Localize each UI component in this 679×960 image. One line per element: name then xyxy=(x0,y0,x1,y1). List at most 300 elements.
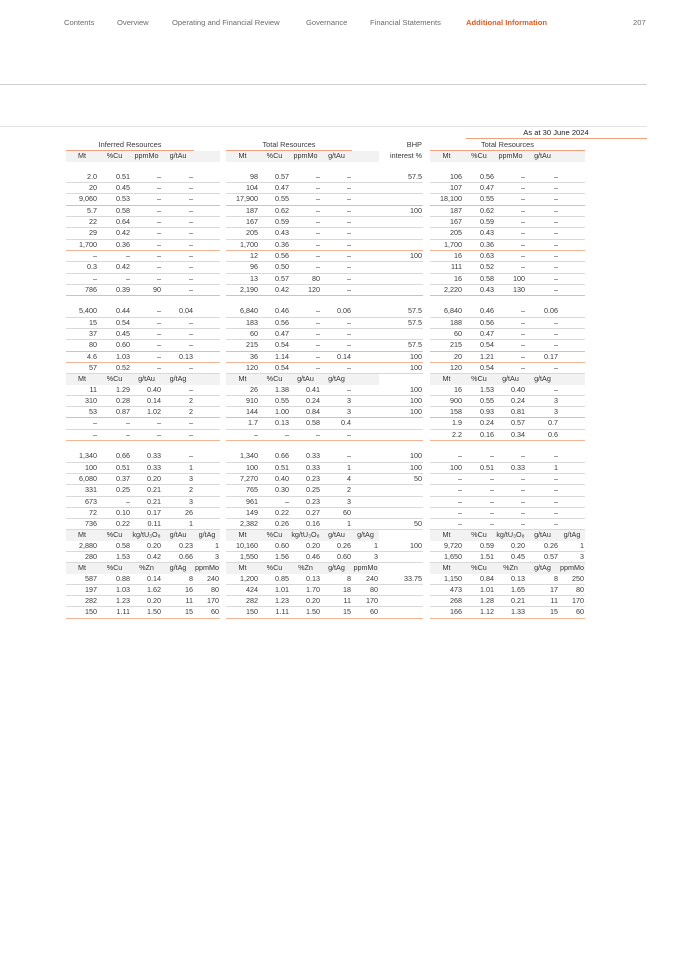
table-cell xyxy=(194,340,220,351)
table-cell: – xyxy=(321,228,352,239)
table-cell: – xyxy=(430,485,463,496)
table-cell: 910 xyxy=(226,395,259,406)
table-cell: 90 xyxy=(131,284,162,295)
table-cell: – xyxy=(66,273,98,284)
table-cell: 26 xyxy=(162,507,194,518)
table-cell xyxy=(352,239,379,250)
table-cell: 158 xyxy=(430,407,463,418)
table-cell: – xyxy=(162,451,194,462)
table-cell: 7,270 xyxy=(226,473,259,484)
table-cell: 0.23 xyxy=(290,473,321,484)
table-cell: – xyxy=(495,451,526,462)
table-cell: – xyxy=(526,507,559,518)
table-cell: 1.9 xyxy=(430,418,463,429)
table-cell: 10,160 xyxy=(226,541,259,552)
table-cell xyxy=(379,596,423,607)
unit-header-row xyxy=(0,530,585,541)
nav-additional-information[interactable]: Additional Information xyxy=(466,18,547,27)
table-cell: 205 xyxy=(430,228,463,239)
table-cell xyxy=(559,385,585,396)
table-cell: 1.23 xyxy=(98,596,131,607)
table-cell: 240 xyxy=(352,574,379,585)
table-cell: 0.43 xyxy=(463,284,495,295)
table-cell xyxy=(352,340,379,351)
table-cell xyxy=(559,183,585,194)
unit-header-cell: ppmMo xyxy=(495,151,526,162)
table-cell: 8 xyxy=(321,574,352,585)
table-cell: 961 xyxy=(226,496,259,507)
table-cell: 1 xyxy=(321,519,352,530)
table-cell: 1 xyxy=(194,541,220,552)
table-cell: 37 xyxy=(66,329,98,340)
table-cell: 0.50 xyxy=(259,262,290,273)
table-cell: 1.12 xyxy=(463,607,495,618)
unit-header-cell: Mt xyxy=(430,563,463,574)
table-cell: 57.5 xyxy=(379,172,423,183)
table-cell: – xyxy=(430,519,463,530)
table-row xyxy=(0,607,585,618)
table-cell: – xyxy=(290,205,321,216)
table-cell: 0.06 xyxy=(321,306,352,317)
table-cell xyxy=(352,507,379,518)
table-cell xyxy=(559,340,585,351)
table-cell xyxy=(379,584,423,595)
bhp-interest-subheader: interest % xyxy=(379,151,423,162)
table-cell: 280 xyxy=(66,551,98,562)
table-cell: 80 xyxy=(66,340,98,351)
nav-contents[interactable]: Contents xyxy=(64,18,95,27)
table-row xyxy=(0,239,585,250)
table-cell: 3 xyxy=(194,551,220,562)
table-cell: 0.28 xyxy=(98,395,131,406)
table-row xyxy=(0,205,585,216)
table-cell: 197 xyxy=(66,584,98,595)
table-cell: 0.55 xyxy=(463,395,495,406)
table-cell: 0.88 xyxy=(98,574,131,585)
table-cell xyxy=(352,317,379,328)
table-cell: 36 xyxy=(226,351,259,362)
table-cell: 11 xyxy=(162,596,194,607)
table-cell: 150 xyxy=(66,607,98,618)
table-cell: 736 xyxy=(66,519,98,530)
table-cell: 106 xyxy=(430,172,463,183)
row-label xyxy=(0,194,66,205)
table-cell: 170 xyxy=(194,596,220,607)
row-label xyxy=(0,496,66,507)
table-row xyxy=(0,519,585,530)
table-cell: – xyxy=(495,205,526,216)
table-cell: 3 xyxy=(526,407,559,418)
table-cell: 0.56 xyxy=(463,172,495,183)
table-cell: 0.16 xyxy=(463,429,495,440)
table-cell: 1.03 xyxy=(98,584,131,595)
table-cell: – xyxy=(495,183,526,194)
table-cell xyxy=(352,362,379,373)
table-cell xyxy=(194,451,220,462)
unit-header-cell: Mt xyxy=(226,563,259,574)
table-cell: – xyxy=(526,262,559,273)
table-cell xyxy=(352,250,379,261)
table-cell: 15 xyxy=(321,607,352,618)
table-cell: 0.51 xyxy=(259,462,290,473)
table-cell: – xyxy=(98,250,131,261)
table-cell: 0.24 xyxy=(463,418,495,429)
table-cell: – xyxy=(98,418,131,429)
table-cell: – xyxy=(526,385,559,396)
unit-header-cell xyxy=(559,374,585,385)
table-cell: – xyxy=(321,194,352,205)
unit-header-cell: ppmMo xyxy=(559,563,584,573)
row-label xyxy=(0,205,66,216)
table-cell: – xyxy=(131,205,162,216)
unit-header-cell: %Cu xyxy=(98,151,131,162)
unit-header-cell: %Cu xyxy=(463,530,495,541)
table-cell: – xyxy=(131,172,162,183)
row-label xyxy=(0,574,66,585)
table-cell: 72 xyxy=(66,507,98,518)
table-cell: 0.3 xyxy=(66,262,98,273)
table-row xyxy=(0,407,585,418)
table-cell: – xyxy=(526,194,559,205)
unit-header-cell: %Cu xyxy=(259,151,290,162)
table-cell: – xyxy=(495,351,526,362)
row-label xyxy=(0,551,66,562)
table-cell: 0.57 xyxy=(526,551,559,562)
table-cell: 0.46 xyxy=(290,551,321,562)
row-label xyxy=(0,541,66,552)
table-cell: 0.43 xyxy=(463,228,495,239)
table-cell: 2,220 xyxy=(430,284,463,295)
table-cell xyxy=(379,262,423,273)
table-cell: 2,382 xyxy=(226,519,259,530)
table-cell: 2.2 xyxy=(430,429,463,440)
table-cell xyxy=(559,351,585,362)
table-cell: – xyxy=(162,172,194,183)
table-cell: 100 xyxy=(379,395,423,406)
table-cell: 1.53 xyxy=(463,385,495,396)
table-cell: 0.56 xyxy=(259,250,290,261)
table-cell xyxy=(352,462,379,473)
top-navigation xyxy=(0,18,679,32)
table-cell: – xyxy=(495,217,526,228)
table-cell: 473 xyxy=(430,584,463,595)
table-cell: – xyxy=(321,183,352,194)
table-row xyxy=(0,485,585,496)
table-cell: – xyxy=(463,496,495,507)
table-cell xyxy=(194,183,220,194)
table-cell: 0.56 xyxy=(259,317,290,328)
table-cell: – xyxy=(162,183,194,194)
table-cell: – xyxy=(162,262,194,273)
unit-header-cell: ppmMo xyxy=(353,563,378,573)
table-cell xyxy=(379,429,423,440)
table-cell xyxy=(559,172,585,183)
table-cell: – xyxy=(526,496,559,507)
table-cell: 1.02 xyxy=(131,407,162,418)
table-cell: 57.5 xyxy=(379,340,423,351)
table-cell: 282 xyxy=(66,596,98,607)
table-cell xyxy=(194,172,220,183)
table-cell: 20 xyxy=(430,351,463,362)
table-cell: 18 xyxy=(321,584,352,595)
row-label xyxy=(0,306,66,317)
table-cell: 205 xyxy=(226,228,259,239)
table-cell: 0.45 xyxy=(495,551,526,562)
table-cell: – xyxy=(321,250,352,261)
table-cell: 765 xyxy=(226,485,259,496)
row-label xyxy=(0,374,66,385)
table-cell: 0.84 xyxy=(290,407,321,418)
table-cell: 9,720 xyxy=(430,541,463,552)
table-cell: – xyxy=(131,362,162,373)
unit-header-cell: g/tAu xyxy=(321,151,352,162)
table-row xyxy=(0,395,585,406)
table-cell: 0.20 xyxy=(290,596,321,607)
table-cell xyxy=(559,217,585,228)
table-cell: 11 xyxy=(321,596,352,607)
table-cell: 11 xyxy=(66,385,98,396)
table-cell: – xyxy=(290,228,321,239)
table-cell: 0.25 xyxy=(98,485,131,496)
table-cell xyxy=(194,239,220,250)
table-cell: – xyxy=(321,329,352,340)
table-cell: – xyxy=(290,239,321,250)
table-cell: 100 xyxy=(379,385,423,396)
table-cell: – xyxy=(259,496,290,507)
table-cell: 100 xyxy=(379,462,423,473)
table-cell: 0.34 xyxy=(495,429,526,440)
table-cell xyxy=(194,329,220,340)
unit-header-cell: g/tAu xyxy=(526,530,559,541)
table-cell: 80 xyxy=(194,584,220,595)
table-cell xyxy=(559,451,585,462)
table-cell xyxy=(352,183,379,194)
table-cell: 0.14 xyxy=(131,574,162,585)
table-cell: 80 xyxy=(352,584,379,595)
nav-operating-financial-review[interactable]: Operating and Financial Review xyxy=(172,18,280,27)
table-cell: 0.14 xyxy=(321,351,352,362)
table-cell: 1.01 xyxy=(259,584,290,595)
table-cell: – xyxy=(162,340,194,351)
table-cell xyxy=(194,351,220,362)
unit-header-cell: %Cu xyxy=(259,563,290,574)
table-row xyxy=(0,284,585,295)
table-cell xyxy=(194,317,220,328)
table-cell: 1.38 xyxy=(259,385,290,396)
unit-header-cell: %Cu xyxy=(463,151,495,162)
table-cell: 0.40 xyxy=(259,473,290,484)
table-cell xyxy=(194,473,220,484)
row-label xyxy=(0,596,66,607)
table-cell: 1,700 xyxy=(430,239,463,250)
table-cell: 0.33 xyxy=(131,462,162,473)
table-row xyxy=(0,317,585,328)
table-cell: 100 xyxy=(379,407,423,418)
table-cell: 0.40 xyxy=(131,385,162,396)
table-cell xyxy=(559,329,585,340)
table-cell: – xyxy=(131,273,162,284)
table-cell: 0.55 xyxy=(463,194,495,205)
table-cell xyxy=(559,239,585,250)
nav-overview[interactable]: Overview xyxy=(117,18,149,27)
table-row xyxy=(0,362,585,373)
unit-header-cell: g/tAg xyxy=(162,374,194,385)
table-cell: – xyxy=(526,273,559,284)
table-cell: 0.60 xyxy=(98,340,131,351)
table-cell: 0.45 xyxy=(98,329,131,340)
table-cell: 0.64 xyxy=(98,217,131,228)
row-label xyxy=(0,151,66,162)
table-cell: 5.7 xyxy=(66,205,98,216)
table-cell xyxy=(559,228,585,239)
unit-header-cell: g/tAg xyxy=(526,563,559,574)
unit-header-cell xyxy=(194,151,220,162)
table-cell: 1.11 xyxy=(259,607,290,618)
table-cell: 673 xyxy=(66,496,98,507)
table-cell xyxy=(352,284,379,295)
table-cell: 50 xyxy=(379,519,423,530)
table-row xyxy=(0,418,585,429)
table-cell xyxy=(559,205,585,216)
table-cell: 0.54 xyxy=(463,362,495,373)
table-cell: 0.13 xyxy=(162,351,194,362)
table-cell: 0.63 xyxy=(463,250,495,261)
table-cell: 1.29 xyxy=(98,385,131,396)
table-cell: 0.62 xyxy=(259,205,290,216)
table-cell xyxy=(559,273,585,284)
nav-governance[interactable]: Governance xyxy=(306,18,348,27)
table-cell xyxy=(379,239,423,250)
row-label xyxy=(0,385,66,396)
table-cell: 0.20 xyxy=(131,541,162,552)
table-cell: – xyxy=(430,496,463,507)
table-row xyxy=(0,462,585,473)
table-cell: – xyxy=(526,473,559,484)
table-cell: 0.85 xyxy=(259,574,290,585)
section-divider xyxy=(0,84,647,85)
table-cell: – xyxy=(526,284,559,295)
table-cell: 0.33 xyxy=(290,451,321,462)
table-cell xyxy=(379,183,423,194)
table-cell xyxy=(559,496,585,507)
table-cell: 250 xyxy=(559,574,585,585)
table-cell: 2 xyxy=(162,407,194,418)
table-cell: 3 xyxy=(321,496,352,507)
table-cell: 0.58 xyxy=(463,273,495,284)
total-resources-2024-header: Total Resources xyxy=(430,140,585,151)
unit-header-cell: %Cu xyxy=(98,530,131,541)
blank-row xyxy=(0,296,585,307)
unit-header-cell: g/tAg xyxy=(559,530,585,541)
table-cell xyxy=(559,262,585,273)
group-header-row xyxy=(0,140,585,151)
table-cell: – xyxy=(162,418,194,429)
table-cell: 6,080 xyxy=(66,473,98,484)
table-cell: 0.51 xyxy=(463,462,495,473)
table-cell: 17 xyxy=(526,584,559,595)
unit-header-cell: g/tAg xyxy=(162,563,194,574)
table-cell: – xyxy=(495,317,526,328)
table-row xyxy=(0,451,585,462)
row-label xyxy=(0,228,66,239)
table-cell xyxy=(352,228,379,239)
table-cell xyxy=(194,228,220,239)
table-cell xyxy=(194,217,220,228)
table-cell xyxy=(352,273,379,284)
table-cell: 0.6 xyxy=(526,429,559,440)
table-cell: 0.20 xyxy=(131,473,162,484)
table-cell: 0.55 xyxy=(259,194,290,205)
table-cell: 0.52 xyxy=(463,262,495,273)
table-cell: – xyxy=(162,317,194,328)
table-cell: 3 xyxy=(162,473,194,484)
table-cell: 0.54 xyxy=(98,317,131,328)
table-cell: 0.59 xyxy=(259,217,290,228)
unit-header-cell: g/tAu xyxy=(495,374,526,385)
table-cell: 60 xyxy=(352,607,379,618)
table-cell: 0.66 xyxy=(98,451,131,462)
table-cell: 0.24 xyxy=(495,395,526,406)
unit-header-cell: g/tAg xyxy=(526,374,559,385)
table-cell: 0.93 xyxy=(463,407,495,418)
table-cell: 0.47 xyxy=(463,329,495,340)
table-cell: 0.60 xyxy=(321,551,352,562)
blank-row xyxy=(0,162,585,172)
table-cell: – xyxy=(290,172,321,183)
table-cell: – xyxy=(495,340,526,351)
row-label xyxy=(0,563,66,574)
table-cell: 0.17 xyxy=(526,351,559,362)
table-cell: – xyxy=(259,429,290,440)
as-at-date: As at 30 June 2024 xyxy=(523,128,589,137)
table-cell: – xyxy=(430,451,463,462)
table-cell xyxy=(194,205,220,216)
unit-header-cell: Mt xyxy=(430,530,463,541)
table-cell xyxy=(379,607,423,618)
unit-header-cell: g/tAu xyxy=(162,151,194,162)
table-cell: 268 xyxy=(430,596,463,607)
unit-header-cell xyxy=(352,151,379,162)
table-row xyxy=(0,262,585,273)
table-cell: 0.62 xyxy=(463,205,495,216)
table-cell: 1.23 xyxy=(259,596,290,607)
table-cell: 15 xyxy=(526,607,559,618)
table-cell: 100 xyxy=(495,273,526,284)
table-cell: – xyxy=(321,217,352,228)
table-cell: – xyxy=(321,239,352,250)
table-cell: 0.51 xyxy=(98,172,131,183)
table-cell: – xyxy=(430,507,463,518)
table-row xyxy=(0,473,585,484)
table-cell: 0.56 xyxy=(463,317,495,328)
table-row xyxy=(0,584,585,595)
nav-financial-statements[interactable]: Financial Statements xyxy=(370,18,441,27)
table-cell xyxy=(559,418,585,429)
table-cell: 0.47 xyxy=(259,329,290,340)
table-cell: 1.62 xyxy=(131,584,162,595)
table-cell: – xyxy=(321,205,352,216)
table-cell: 0.53 xyxy=(98,194,131,205)
row-label xyxy=(0,217,66,228)
table-cell: – xyxy=(526,172,559,183)
table-cell: – xyxy=(526,329,559,340)
table-cell: 0.20 xyxy=(131,596,162,607)
unit-header-cell: kg/tU₃O₈ xyxy=(132,530,161,540)
table-cell xyxy=(194,362,220,373)
table-cell xyxy=(352,351,379,362)
table-cell: 786 xyxy=(66,284,98,295)
table-cell xyxy=(352,217,379,228)
